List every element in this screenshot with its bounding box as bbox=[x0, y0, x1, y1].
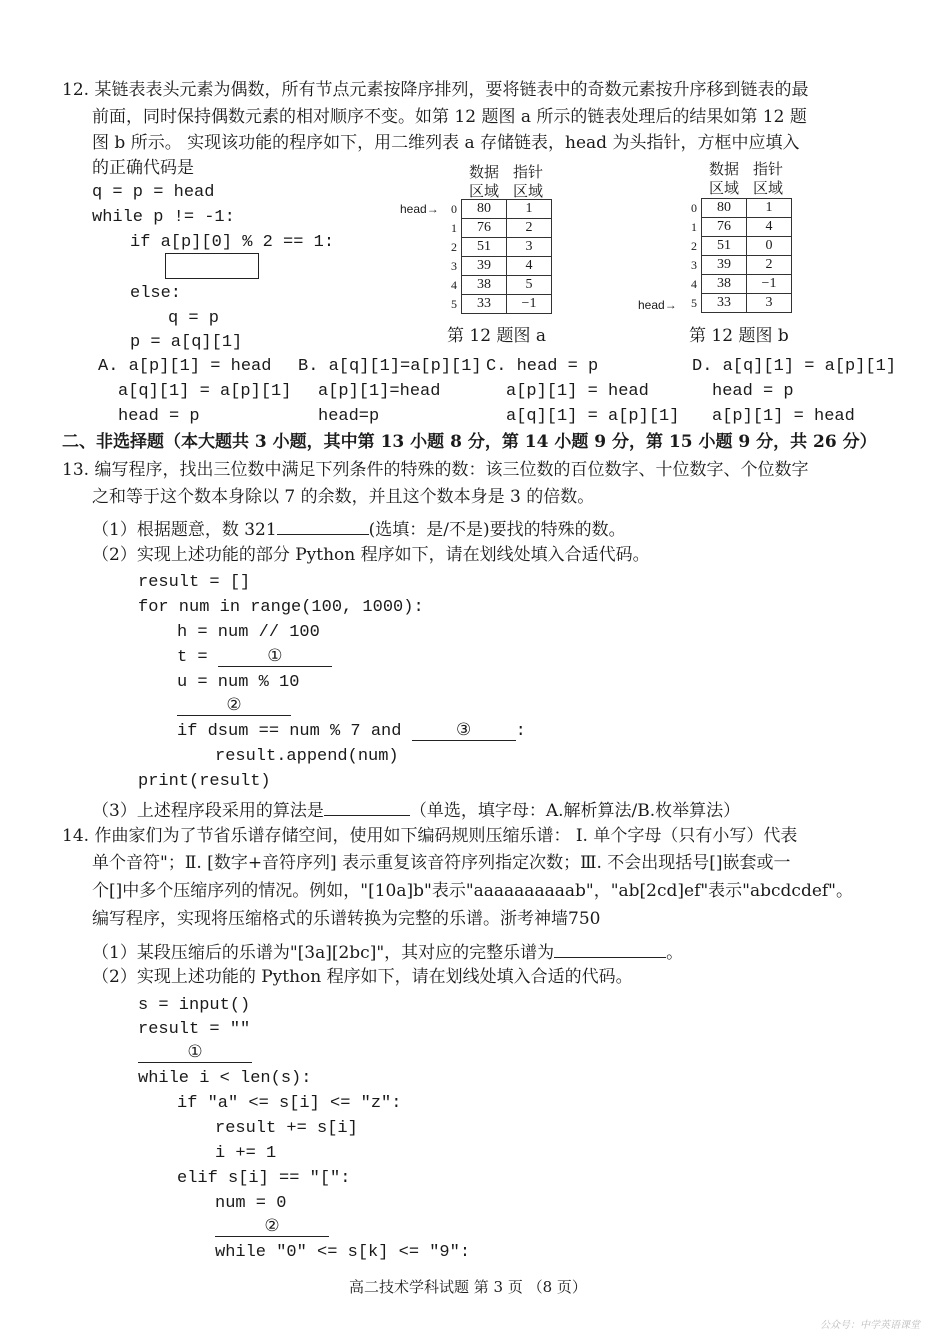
q14-code-line: s = input() bbox=[138, 996, 251, 1015]
table-b-index: 5 bbox=[691, 296, 697, 310]
linked-list-table-b bbox=[701, 198, 792, 313]
table-a-index: 4 bbox=[451, 278, 457, 292]
q14-code-line: if "a" <= s[i] <= "z": bbox=[177, 1094, 402, 1113]
option-a[interactable]: A. a[p][1] = head bbox=[98, 357, 272, 376]
table-b-index: 1 bbox=[691, 220, 697, 234]
watermark: 公众号：中学英语课堂 bbox=[820, 1320, 920, 1331]
option-b-line: a[p][1]=head bbox=[318, 382, 441, 401]
q13-code-line: result = [] bbox=[138, 573, 251, 592]
q14-code-line: num = 0 bbox=[215, 1194, 287, 1213]
q14-code-line: elif s[i] == "[": bbox=[177, 1169, 351, 1188]
code-blank-2[interactable]: ② bbox=[215, 1219, 329, 1237]
code-blank-3[interactable]: ③ bbox=[412, 723, 516, 741]
table-a-pointer-header: 指针 区域 bbox=[512, 163, 543, 200]
table-row: 39 4 bbox=[462, 257, 552, 276]
table-a-index: 2 bbox=[451, 240, 457, 254]
option-c[interactable]: C. head = p bbox=[486, 357, 599, 376]
q14-part1: （1）某段压缩后的乐谱为"[3a][2bc]"，其对应的完整乐谱为 。 bbox=[92, 943, 684, 963]
q14-code-line bbox=[215, 1219, 329, 1237]
q14-part2: （2）实现上述功能的 Python 程序如下，请在划线处填入合适的代码。 bbox=[92, 967, 633, 987]
table-row: 39 2 bbox=[702, 256, 792, 275]
q14-line2: 单个音符"；Ⅱ. [数字+音符序列] 表示重复该音符序列指定次数；Ⅲ. 不会出现括号[]嵌套或一 bbox=[92, 853, 791, 873]
q12-line2: 前面，同时保持偶数元素的相对顺序不变。如第 12 题图 a 所示的链表处理后的结果如第 12 题 bbox=[92, 107, 807, 127]
q12-code-line: q = p = head bbox=[92, 183, 215, 202]
table-a-index: 3 bbox=[451, 259, 457, 273]
table-b-index: 2 bbox=[691, 239, 697, 253]
option-d-line: a[p][1] = head bbox=[712, 407, 855, 426]
table-a-index: 1 bbox=[451, 221, 457, 235]
q12-code-line: p = a[q][1] bbox=[130, 333, 243, 352]
table-row: 80 1 bbox=[462, 200, 552, 219]
table-row: 80 1 bbox=[702, 199, 792, 218]
q12-line4: 的正确代码是 bbox=[92, 158, 194, 178]
table-a-index: 0 bbox=[451, 202, 457, 216]
table-row: 76 4 bbox=[702, 218, 792, 237]
q12-code-line: if a[p][0] % 2 == 1: bbox=[130, 233, 335, 252]
q14-answer-blank-1[interactable] bbox=[554, 941, 666, 958]
table-b-index: 0 bbox=[691, 201, 697, 215]
q14-line4: 编写程序，实现将压缩格式的乐谱转换为完整的乐谱。浙考神墙750 bbox=[92, 909, 601, 929]
table-a-data-header: 数据 区域 bbox=[468, 163, 499, 200]
page-footer: 高二技术学科试题 第 3 页 （8 页） bbox=[349, 1278, 587, 1296]
q13-answer-blank-1[interactable] bbox=[277, 518, 369, 535]
q13-answer-blank-3[interactable] bbox=[324, 799, 410, 816]
table-b-pointer-header: 指针 区域 bbox=[752, 160, 783, 197]
table-b-data-header: 数据 区域 bbox=[708, 160, 739, 197]
table-b-index: 3 bbox=[691, 258, 697, 272]
code-blank-2[interactable]: ② bbox=[177, 698, 291, 716]
section-heading: 二、非选择题（本大题共 3 小题，其中第 13 小题 8 分，第 14 小题 9 分，第 15 小题 9 分，共 26 分） bbox=[62, 432, 877, 452]
table-b-index: 4 bbox=[691, 277, 697, 291]
option-c-line: a[p][1] = head bbox=[506, 382, 649, 401]
q13-part1: （1）根据题意，数 321 (选填：是/不是)要找的特殊的数。 bbox=[92, 520, 626, 540]
table-b-caption: 第 12 题图 b bbox=[689, 326, 789, 346]
table-a-index: 5 bbox=[451, 297, 457, 311]
table-row: 51 0 bbox=[702, 237, 792, 256]
q13-line2: 之和等于这个数本身除以 7 的余数，并且这个数本身是 3 的倍数。 bbox=[92, 487, 595, 507]
q12-line3: 图 b 所示。 实现该功能的程序如下，用二维列表 a 存储链表，head 为头指针，方框中应填入 bbox=[92, 133, 800, 153]
q14-code-line: result = "" bbox=[138, 1020, 251, 1039]
table-row: 38 5 bbox=[462, 276, 552, 295]
q13-code-line: print(result) bbox=[138, 772, 271, 791]
option-c-line: a[q][1] = a[p][1] bbox=[506, 407, 680, 426]
option-d[interactable]: D. a[q][1] = a[p][1] bbox=[692, 357, 897, 376]
q13-part2: （2）实现上述功能的部分 Python 程序如下，请在划线处填入合适代码。 bbox=[92, 545, 650, 565]
q14-code-line: result += s[i] bbox=[215, 1119, 358, 1138]
option-a-line: a[q][1] = a[p][1] bbox=[118, 382, 292, 401]
q12-line1: 12. 某链表表头元素为偶数，所有节点元素按降序排列，要将链表中的奇数元素按升序移到链表的最 bbox=[62, 80, 809, 100]
q12-code-line: q = p bbox=[168, 309, 220, 328]
table-row: 51 3 bbox=[462, 238, 552, 257]
q14-line3: 个[]中多个压缩序列的情况。例如，"[10a]b"表示"aaaaaaaaaab"，"ab[2cd]ef"表示"abcdcdef"。 bbox=[92, 881, 853, 901]
q13-code-line: u = num % 10 bbox=[177, 673, 300, 692]
q13-part3: （3）上述程序段采用的算法是 （单选，填字母：A.解析算法/B.枚举算法） bbox=[92, 801, 741, 821]
q12-code-line: while p != -1: bbox=[92, 208, 235, 227]
q13-code-line bbox=[177, 698, 291, 716]
q13-code-line: for num in range(100, 1000): bbox=[138, 598, 424, 617]
q13-code-line: result.append(num) bbox=[215, 747, 399, 766]
code-blank-1[interactable]: ① bbox=[138, 1045, 252, 1063]
table-row: 38 −1 bbox=[702, 275, 792, 294]
option-a-line: head = p bbox=[118, 407, 200, 426]
table-a-head-label: head→ bbox=[400, 202, 439, 216]
q13-line1: 13. 编写程序，找出三位数中满足下列条件的特殊的数：该三位数的百位数字、十位数字、个位数字 bbox=[62, 460, 809, 480]
q14-code-line bbox=[138, 1045, 252, 1063]
option-b-line: head=p bbox=[318, 407, 380, 426]
q14-line1: 14. 作曲家们为了节省乐谱存储空间，使用如下编码规则压缩乐谱： Ⅰ. 单个字母（只有小写）代表 bbox=[62, 826, 798, 846]
option-b[interactable]: B. a[q][1]=a[p][1] bbox=[298, 357, 482, 376]
q13-code-line: t = ① bbox=[177, 649, 332, 667]
q12-answer-box[interactable] bbox=[165, 253, 259, 279]
linked-list-table-a bbox=[461, 199, 552, 314]
q13-code-line: if dsum == num % 7 and ③ : bbox=[177, 722, 526, 741]
q12-code-line: else: bbox=[130, 284, 182, 303]
q13-code-line: h = num // 100 bbox=[177, 623, 320, 642]
q14-code-line: i += 1 bbox=[215, 1144, 277, 1163]
q14-code-line: while i < len(s): bbox=[138, 1069, 312, 1088]
q14-code-line: while "0" <= s[k] <= "9": bbox=[215, 1243, 471, 1262]
table-row: 76 2 bbox=[462, 219, 552, 238]
table-row: 33 3 bbox=[702, 294, 792, 313]
code-blank-1[interactable]: ① bbox=[218, 649, 332, 667]
option-d-line: head = p bbox=[712, 382, 794, 401]
table-b-head-label: head→ bbox=[638, 298, 677, 312]
table-a-caption: 第 12 题图 a bbox=[447, 326, 546, 346]
table-row: 33 −1 bbox=[462, 295, 552, 314]
